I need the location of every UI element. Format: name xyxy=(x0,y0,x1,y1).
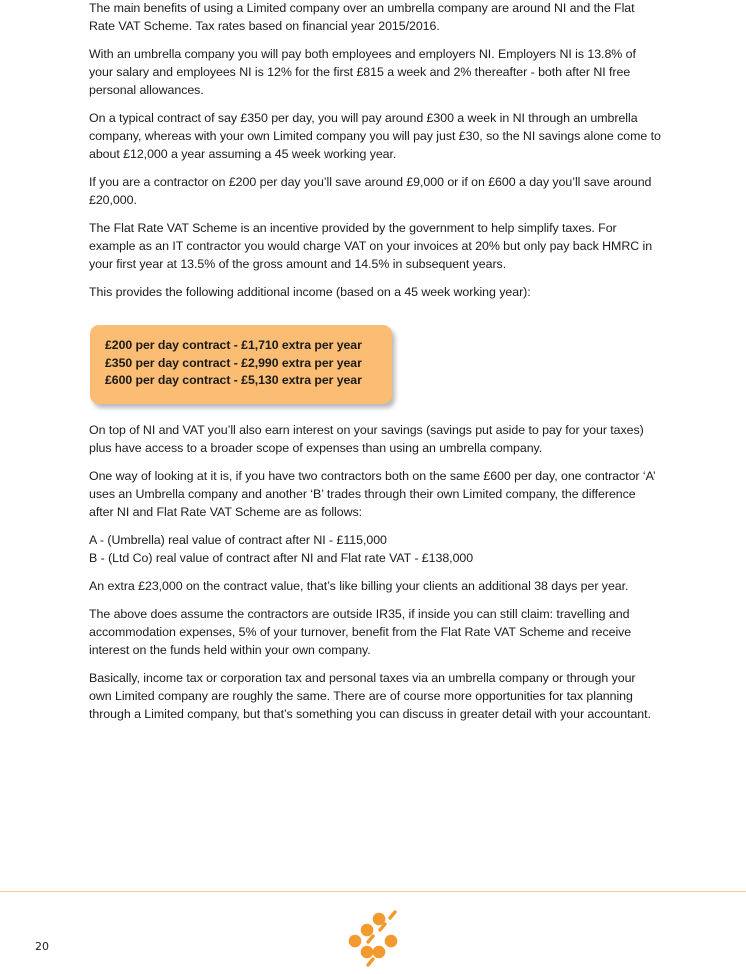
paragraph-two-contractors: One way of looking at it is, if you have two contractors both on the same £600 per day, one contractor ‘A’ uses an Umbrella company and another ‘B’ trades through their own Limited company, the difference after NI and Flat Rate VAT Scheme are as follows: xyxy=(89,469,656,519)
paragraph-ir35: The above does assume the contractors are outside IR35, if inside you can still claim: travelling and accommodation expenses, 5% of your turnover, benefit from the Flat Rate VAT Scheme and receive interest on the funds held within your own company. xyxy=(89,607,632,657)
paragraph-typical-contract: On a typical contract of say £350 per day, you will pay around £300 a week in NI through an umbrella company, whereas with your own Limited company you will pay just £30, so the NI savings alone come to about £12,000 a year assuming a 45 week working year. xyxy=(89,111,661,161)
footer-divider xyxy=(0,891,746,892)
page-number: 20 xyxy=(35,940,49,953)
callout-line-200: £200 per day contract - £1,710 extra per year xyxy=(105,338,362,352)
paragraph-intro: The main benefits of using a Limited company over an umbrella company are around NI and the Flat Rate VAT Scheme. Tax rates based on financial year 2015/2016. xyxy=(89,1,635,33)
paragraph-interest-expenses: On top of NI and VAT you’ll also earn interest on your savings (savings put aside to pay for your taxes) plus have access to a broader scope of expenses than using an umbrella company. xyxy=(89,423,644,455)
paragraph-additional-income: This provides the following additional income (based on a 45 week working year): xyxy=(89,285,531,299)
callout-container xyxy=(89,301,661,411)
paragraph-savings-range: If you are a contractor on £200 per day you’ll save around £9,000 or if on £600 a day you’ll save around £20,000. xyxy=(89,175,652,207)
paragraph-flat-rate-vat: The Flat Rate VAT Scheme is an incentive provided by the government to help simplify taxes. For example as an IT contractor you would charge VAT on your invoices at 20% but only pay back HMRC in your first year at 13.5% of the gross amount and 14.5% in subsequent years. xyxy=(89,221,653,271)
document-body xyxy=(89,0,661,733)
orange-dots-logo-icon xyxy=(340,909,406,969)
callout-line-350: £350 per day contract - £2,990 extra per year xyxy=(105,355,362,370)
comparison-a: A - (Umbrella) real value of contract after NI - £115,000 xyxy=(89,533,387,547)
comparison-b: B - (Ltd Co) real value of contract after NI and Flat rate VAT - £138,000 xyxy=(89,551,474,565)
comparison-list xyxy=(89,531,661,567)
income-callout-box xyxy=(90,325,392,404)
paragraph-extra-value: An extra £23,000 on the contract value, that’s like billing your clients an additional 38 days per year. xyxy=(89,579,629,593)
paragraph-umbrella-ni: With an umbrella company you will pay both employees and employers NI. Employers NI is 13.8% of your salary and employees NI is 12% for the first £815 a week and 2% thereafter - both after NI free personal allowances. xyxy=(89,47,636,97)
paragraph-conclusion: Basically, income tax or corporation tax and personal taxes via an umbrella company or through your own Limited company are roughly the same. There are of course more opportunities for tax planning through a Limited company, but that’s something you can discuss in greater detail with your accountant. xyxy=(89,671,651,721)
callout-line-600: £600 per day contract - £5,130 extra per year xyxy=(105,373,362,387)
